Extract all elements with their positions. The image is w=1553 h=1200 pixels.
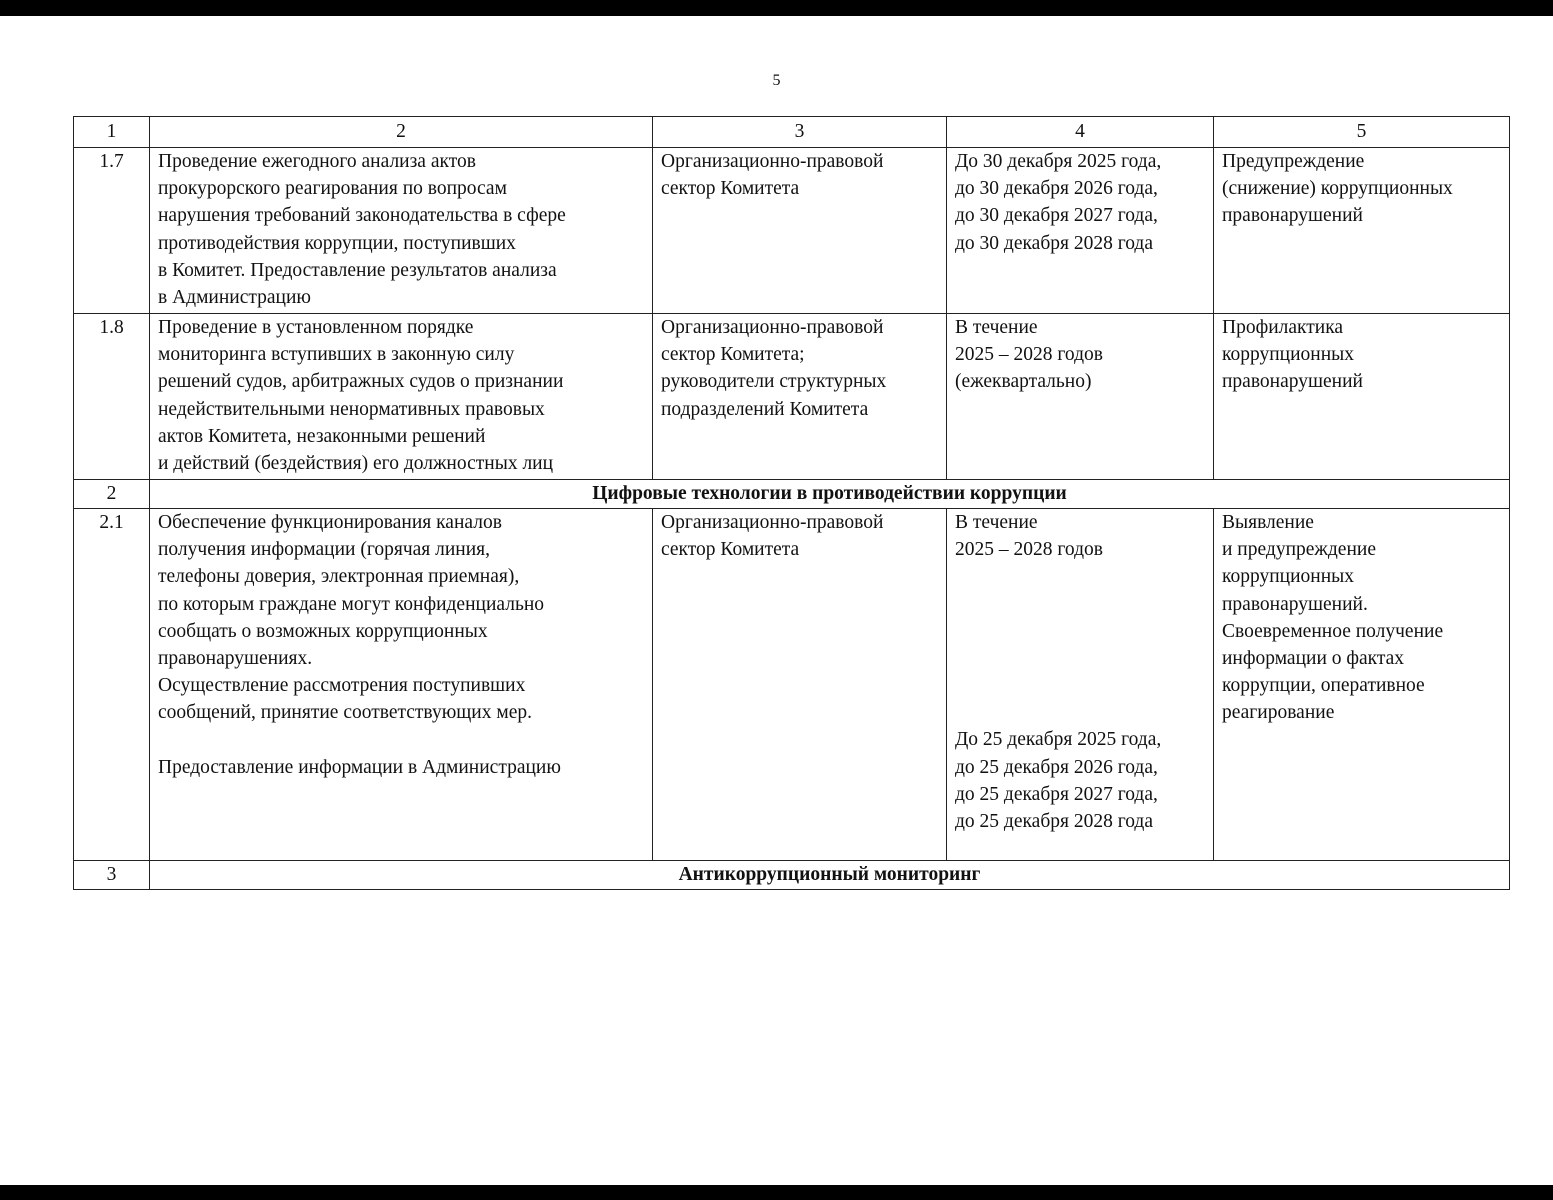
deadline-line: до 25 декабря 2028 года: [955, 811, 1153, 833]
activity-line: получения информации (горячая линия,: [158, 539, 491, 561]
result-line: информации о фактах: [1222, 648, 1405, 670]
result-line: и предупреждение: [1222, 539, 1376, 561]
activity-line: и действий (бездействия) его должностных лиц: [158, 453, 554, 475]
header-col-4: 4: [947, 117, 1214, 148]
header-col-2: 2: [150, 117, 653, 148]
paragraph-gap: [158, 727, 644, 754]
scan-border-top: [0, 0, 1553, 16]
result-cell: [1214, 148, 1510, 314]
section-row: [74, 480, 1510, 509]
deadline-line: до 25 декабря 2027 года,: [955, 783, 1158, 805]
deadline-line: В течение: [955, 512, 1038, 533]
section-row: [74, 861, 1510, 890]
plan-table: [73, 116, 1510, 890]
paragraph-gap: [955, 563, 1205, 726]
result-line: Выявление: [1222, 512, 1314, 533]
header-col-5: 5: [1214, 117, 1510, 148]
activity-line: правонарушениях.: [158, 648, 313, 670]
activity-line: прокурорского реагирования по вопросам: [158, 178, 507, 200]
activity-cell: [150, 314, 653, 480]
result-line: (снижение) коррупционных: [1222, 178, 1453, 200]
responsible-line: Организационно-правовой: [661, 151, 884, 172]
activity-line: телефоны доверия, электронная приемная),: [158, 566, 520, 588]
header-col-1: 1: [74, 117, 150, 148]
activity-line: актов Комитета, незаконными решений: [158, 425, 486, 447]
responsible-line: сектор Комитета: [661, 539, 800, 561]
result-line: коррупционных: [1222, 344, 1355, 366]
table-row: [74, 148, 1510, 314]
result-cell: [1214, 509, 1510, 861]
activity-line: сообщений, принятие соответствующих мер.: [158, 702, 532, 724]
header-col-3: 3: [653, 117, 947, 148]
activity-line: решений судов, арбитражных судов о признании: [158, 371, 564, 393]
table-row: [74, 509, 1510, 861]
activity-line: Предоставление информации в Администрацию: [158, 756, 561, 778]
activity-line: сообщать о возможных коррупционных: [158, 620, 488, 642]
deadline-line: до 30 декабря 2027 года,: [955, 205, 1158, 227]
responsible-line: руководители структурных: [661, 371, 887, 393]
table-header-row: [74, 117, 1510, 148]
result-cell: [1214, 314, 1510, 480]
deadline-line: 2025 – 2028 годов: [955, 539, 1103, 561]
deadline-cell: [947, 509, 1214, 861]
page-number: 5: [772, 72, 781, 89]
section-number: 2: [74, 480, 150, 509]
activity-line: недействительными ненормативных правовых: [158, 398, 545, 420]
deadline-line: до 25 декабря 2026 года,: [955, 756, 1158, 778]
responsible-line: Организационно-правовой: [661, 317, 884, 338]
responsible-cell: [653, 148, 947, 314]
result-line: Своевременное получение: [1222, 620, 1444, 642]
row-number: 1.8: [74, 314, 150, 480]
deadline-line: До 25 декабря 2025 года,: [955, 729, 1162, 751]
activity-line: в Комитет. Предоставление результатов анализа: [158, 259, 557, 281]
deadline-line: до 30 декабря 2028 года: [955, 232, 1153, 254]
deadline-line: 2025 – 2028 годов: [955, 344, 1103, 366]
activity-line: противодействия коррупции, поступивших: [158, 232, 516, 254]
activity-line: Обеспечение функционирования каналов: [158, 512, 502, 533]
result-line: коррупционных: [1222, 566, 1355, 588]
activity-line: нарушения требований законодательства в сфере: [158, 205, 566, 227]
activity-line: Проведение ежегодного анализа актов: [158, 151, 476, 172]
deadline-cell: [947, 148, 1214, 314]
result-line: Предупреждение: [1222, 151, 1365, 172]
row-number: 2.1: [74, 509, 150, 861]
scan-border-bottom: [0, 1185, 1553, 1200]
responsible-line: подразделений Комитета: [661, 398, 869, 420]
activity-cell: [150, 148, 653, 314]
responsible-line: сектор Комитета;: [661, 344, 805, 366]
activity-line: Осуществление рассмотрения поступивших: [158, 675, 526, 697]
activity-line: в Администрацию: [158, 287, 311, 309]
result-line: коррупции, оперативное: [1222, 675, 1425, 697]
activity-line: Проведение в установленном порядке: [158, 317, 474, 338]
section-title: Цифровые технологии в противодействии коррупции: [150, 480, 1510, 509]
result-line: реагирование: [1222, 702, 1335, 724]
section-title: Антикоррупционный мониторинг: [150, 861, 1510, 890]
section-number: 3: [74, 861, 150, 890]
result-line: правонарушений: [1222, 371, 1363, 393]
activity-line: по которым граждане могут конфиденциально: [158, 593, 545, 615]
deadline-line: до 30 декабря 2026 года,: [955, 178, 1158, 200]
deadline-line: До 30 декабря 2025 года,: [955, 151, 1162, 172]
responsible-line: сектор Комитета: [661, 178, 800, 200]
deadline-line: В течение: [955, 317, 1038, 338]
row-number: 1.7: [74, 148, 150, 314]
responsible-cell: [653, 509, 947, 861]
activity-cell: [150, 509, 653, 861]
result-line: правонарушений.: [1222, 593, 1368, 615]
activity-line: мониторинга вступивших в законную силу: [158, 344, 515, 366]
table-row: [74, 314, 1510, 480]
result-line: Профилактика: [1222, 317, 1344, 338]
deadline-line: (ежеквартально): [955, 371, 1092, 393]
responsible-line: Организационно-правовой: [661, 512, 884, 533]
responsible-cell: [653, 314, 947, 480]
deadline-cell: [947, 314, 1214, 480]
result-line: правонарушений: [1222, 205, 1363, 227]
